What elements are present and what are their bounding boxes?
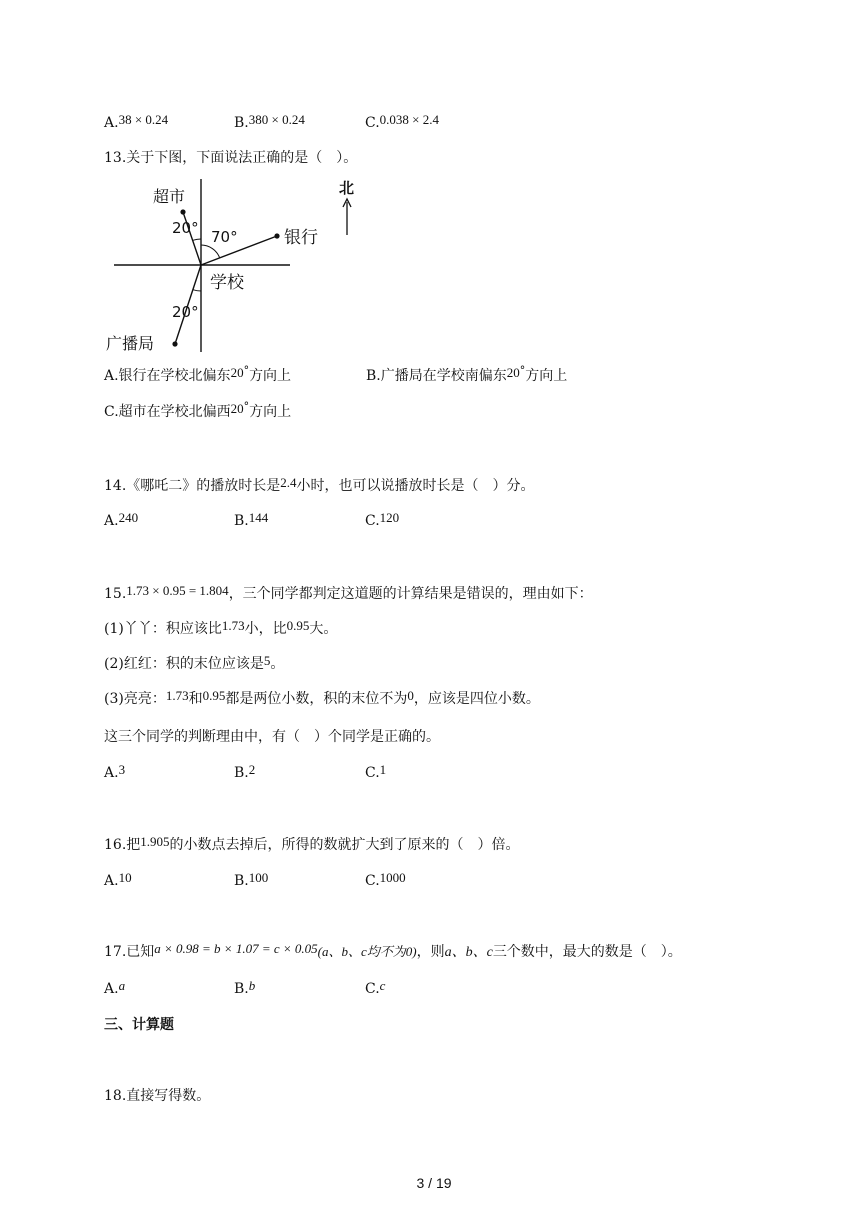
stem-text: ，则 [416,944,445,960]
reason-text: (3)亮亮： [104,691,166,707]
option-letter: C. [365,873,380,889]
label-bank: 银行 [284,228,318,248]
option-number: 20 [230,365,244,380]
degree-symbol: ° [243,400,250,413]
reason-text: 和 [188,691,203,707]
reason-text: 。 [270,656,285,672]
reason-text: (2)红红：积的末位应该是 [104,656,264,672]
q15-reason-3 [104,690,540,708]
option-letter: B. [234,981,249,997]
arc-bank [201,245,220,258]
option-value: b [248,978,256,993]
option-number: 20 [230,401,244,416]
label-school: 学校 [210,273,244,293]
stem-text: 小时，也可以说播放时长是（ ）分。 [296,478,535,494]
stem-text: 14.《哪吒二》的播放时长是 [104,478,281,494]
option-expression: 38 × 0.24 [118,112,169,127]
option-letter: C. [365,513,380,529]
q15-option-a[interactable] [104,764,125,782]
label-angle-bank: 70° [211,228,238,246]
page-number: 3 / 19 [416,1175,452,1191]
option-text: B.广播局在学校南偏东 [366,368,507,384]
stem-number: 1.905 [140,834,170,849]
q15-reason-1 [104,620,337,638]
point-broadcast [172,341,177,346]
reason-number: 0.95 [202,688,226,703]
option-letter: C. [365,115,380,131]
reason-text: (1)丫丫：积应该比 [104,621,222,637]
q13-direction-diagram [100,172,355,358]
option-letter: C. [365,981,380,997]
q15-reason-2 [104,655,284,673]
label-angle-supermarket: 20° [172,219,199,237]
option-letter: B. [234,765,249,781]
degree-symbol: ° [519,364,526,377]
option-value: 2 [248,762,256,777]
stem-number: 2.4 [280,475,297,490]
option-value: 3 [118,762,126,777]
option-text: C.超市在学校北偏西 [104,404,231,420]
option-letter: A. [104,873,119,889]
q16-option-b[interactable] [234,872,268,890]
option-letter: B. [234,873,249,889]
option-number: 20 [506,365,520,380]
reason-number: 0 [407,688,414,703]
q16-stem [104,836,520,854]
degree-symbol: ° [243,364,250,377]
label-supermarket: 超市 [153,187,186,206]
option-value: 10 [118,870,132,885]
option-text: 方向上 [525,368,568,384]
stem-expression: a × 0.98 = b × 1.07 = c × 0.05 [154,941,318,956]
stem-text: 三个数中，最大的数是（ ）。 [492,944,682,960]
arc-broadcast [193,290,201,291]
label-angle-broadcast: 20° [172,303,199,321]
reason-number: 1.73 [221,618,245,633]
q15-stem [104,585,593,603]
arc-supermarket [193,239,201,240]
q16-option-c[interactable] [365,872,406,890]
q17-stem [104,943,682,962]
stem-variables: a、b、c [444,945,493,960]
option-text: 方向上 [249,404,292,420]
reason-text: ，应该是四位小数。 [413,691,540,707]
q12-option-b[interactable] [234,114,305,132]
option-letter: A. [104,115,119,131]
q17-option-c[interactable] [365,980,385,998]
q17-option-a[interactable] [104,980,125,998]
stem-text: 17.已知 [104,944,155,960]
stem-text: ，三个同学都判定这道题的计算结果是错误的，理由如下： [228,586,593,602]
q14-option-b[interactable] [234,512,268,530]
q16-option-a[interactable] [104,872,132,890]
section-heading: 三、计算题 [104,1017,174,1033]
option-value: 1 [379,762,387,777]
option-expression: 380 × 0.24 [248,112,305,127]
option-text: 方向上 [249,368,292,384]
q14-stem [104,477,535,495]
point-bank [274,233,279,238]
q13-option-a[interactable] [104,364,292,386]
q15-option-c[interactable] [365,764,386,782]
label-broadcast: 广播局 [106,334,155,353]
option-expression: 0.038 × 2.4 [379,112,440,127]
q14-option-c[interactable] [365,512,399,530]
q17-option-b[interactable] [234,980,255,998]
q14-option-a[interactable] [104,512,138,530]
point-supermarket [180,209,185,214]
stem-text: 16.把 [104,837,141,853]
option-letter: B. [234,513,249,529]
q15-question: 这三个同学的判断理由中，有（ ）个同学是正确的。 [104,729,440,745]
q13-option-c[interactable] [104,400,292,422]
q15-option-b[interactable] [234,764,255,782]
stem-text: 的小数点去掉后，所得的数就扩大到了原来的（ ）倍。 [169,837,520,853]
reason-text: 小，比 [244,621,287,637]
option-letter: B. [234,115,249,131]
option-value: 100 [248,870,269,885]
option-value: 1000 [379,870,406,885]
option-value: 120 [379,510,400,525]
reason-text: 都是两位小数，积的末位不为 [225,691,408,707]
option-value: 144 [248,510,269,525]
reason-number: 1.73 [165,688,189,703]
q12-option-a[interactable] [104,114,168,132]
q13-stem: 13.关于下图，下面说法正确的是（ ）。 [104,150,358,166]
stem-condition: (a、b、c均不为0) [317,944,417,959]
q18-stem: 18.直接写得数。 [104,1088,211,1104]
option-value: 240 [118,510,139,525]
q13-option-b[interactable] [366,364,568,386]
option-value: c [379,978,386,993]
option-value: a [118,978,126,993]
option-letter: A. [104,765,119,781]
q12-option-c[interactable] [365,114,439,132]
reason-number: 5 [263,653,271,668]
label-north: 北 [339,179,355,197]
stem-expression: 1.73 × 0.95 = 1.804 [126,583,229,598]
option-letter: C. [365,765,380,781]
reason-number: 0.95 [286,618,310,633]
reason-text: 大。 [309,621,338,637]
option-text: A.银行在学校北偏东 [104,368,231,384]
stem-text: 15. [104,586,127,602]
option-letter: A. [104,513,119,529]
option-letter: A. [104,981,119,997]
